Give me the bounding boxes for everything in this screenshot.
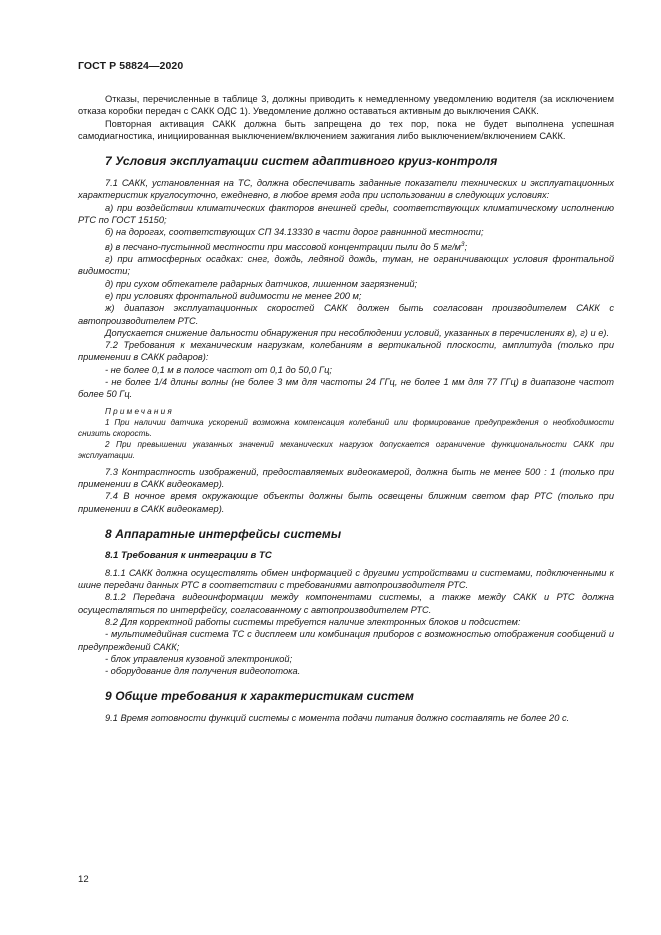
- item-v-text: в) в песчано-пустынной местности при массовой концентрации пыли до 5 мг/м: [105, 241, 461, 252]
- section-9-title: 9 Общие требования к характеристикам систем: [105, 689, 415, 704]
- item-d: д) при сухом обтекателе радарных датчиков, лишенном загрязнений;: [105, 278, 418, 289]
- section-7-title: 7 Условия эксплуатации систем адаптивного круиз-контроля: [105, 154, 498, 169]
- bullet-1: - не более 0,1 м в полосе частот от 0,1 до 50,0 Гц;: [105, 364, 333, 375]
- bullet-2: - не более 1/4 длины волны (не более 3 мм для частоты 24 ГГц, не более 1 мм для 77 ГГц) в диапазоне частот более 50 Гц.: [78, 377, 614, 400]
- list-item-3: - оборудование для получения видеопотока.: [105, 666, 301, 677]
- section-8-title: 8 Аппаратные интерфейсы системы: [105, 526, 342, 541]
- note-1: 1 При наличии датчика ускорений возможна компенсация колебаний или формирование предупреждения о необходимости снизить скорость.: [78, 417, 614, 438]
- clause-9-1: 9.1 Время готовности функций системы с момента подачи питания должно составлять не более 20 с.: [105, 713, 570, 724]
- clause-8-1-1: 8.1.1 САКК должна осуществлять обмен информацией с другими устройствами и системами, подключенными к шине передачи данных РТС в соответствии с требованиями автопроизводителя РТС.: [78, 567, 614, 591]
- item-b: б) на дорогах, соответствующих СП 34.13330 в части дорог равнинной местности;: [105, 227, 484, 238]
- clause-7-2: 7.2 Требования к механическим нагрузкам, колебаниям в вертикальной плоскости, амплитуда (только при применении в САКК радаров):: [78, 340, 614, 363]
- document-code: ГОСТ Р 58824—2020: [78, 60, 184, 72]
- item-v-superscript: 3: [460, 240, 465, 248]
- clause-7-3: 7.3 Контрастность изображений, предоставляемых видеокамерой, должна быть не менее 500 : 1 (только при применении в САКК видеокамер).: [78, 466, 614, 489]
- item-zh: ж) диапазон эксплуатационных скоростей САКК должен быть согласован производителем САКК с автопроизводителем РТС.: [78, 303, 614, 326]
- subsection-8-1-title: 8.1 Требования к интеграции в ТС: [105, 549, 272, 561]
- note-2: 2 При превышении указанных значений механических нагрузок допускается ограничение функциональности САКК при эксплуатации.: [78, 439, 614, 460]
- allowance-paragraph: Допускается снижение дальности обнаружения при несоблюдении условий, указанных в перечислениях в), г) и е).: [105, 327, 610, 338]
- clause-7-4: 7.4 В ночное время окружающие объекты должны быть освещены ближним светом фар РТС (только при применении в САКК видеокамер).: [78, 491, 614, 514]
- notes-block: [78, 406, 614, 461]
- page-content: [78, 93, 614, 725]
- clause-7-1: 7.1 САКК, установленная на ТС, должна обеспечивать заданные показатели технических и эксплуатационных характеристик круглосуточно, ежедневно, в любое время года при использовании в следующих условиях:: [78, 178, 614, 201]
- item-v: [78, 239, 614, 253]
- item-g: г) при атмосферных осадках: снег, дождь, ледяной дождь, туман, не ограничивающих условия фронтальной видимости;: [78, 254, 614, 277]
- item-e: е) при условиях фронтальной видимости не менее 200 м;: [105, 290, 362, 301]
- item-v-end: ;: [464, 241, 468, 252]
- intro-paragraph-1: Отказы, перечисленные в таблице 3, должны приводить к немедленному уведомлению водителя (за исключением отказа коробки передач с САКК ОДС 1). Уведомление должно оставаться активным до выключения САКК.: [78, 94, 614, 117]
- intro-paragraph-2: Повторная активация САКК должна быть запрещена до тех пор, пока не будет выполнена успешная самодиагностика, инициированная выключением/включением зажигания либо выключением/включением САКК.: [78, 118, 614, 141]
- list-item-1: - мультимедийная система ТС с дисплеем или комбинация приборов с возможностью отображения сообщений и предупреждений САКК;: [78, 629, 614, 652]
- clause-8-1-2: 8.1.2 Передача видеоинформации между компонентами системы, а также между САКК и РТС должна осуществляться по интерфейсу, согласованному с автопроизводителем РТС.: [78, 592, 614, 615]
- clause-8-2: 8.2 Для корректной работы системы требуется наличие электронных блоков и подсистем:: [105, 617, 521, 627]
- item-a: а) при воздействии климатических факторов внешней среды, соответствующих климатическому исполнению РТС по ГОСТ 15150;: [78, 202, 614, 226]
- page-number: 12: [78, 874, 89, 885]
- notes-label: Примечания: [105, 406, 174, 416]
- list-item-2: - блок управления кузовной электроникой;: [105, 653, 293, 664]
